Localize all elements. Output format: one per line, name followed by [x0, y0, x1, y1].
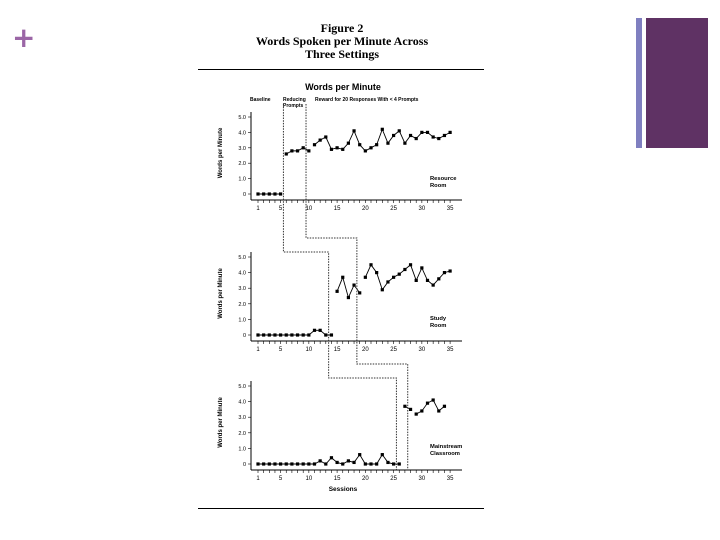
data-point: [392, 276, 395, 279]
y-axis-label: Words per Minute: [218, 397, 224, 448]
x-tick-label: 30: [418, 476, 426, 482]
data-point: [256, 462, 259, 465]
data-point: [437, 277, 440, 280]
data-point: [262, 462, 265, 465]
data-point: [426, 279, 429, 282]
data-point: [273, 333, 276, 336]
data-point: [369, 146, 372, 149]
data-point: [341, 276, 344, 279]
data-point: [347, 459, 350, 462]
data-point: [330, 456, 333, 459]
data-point: [381, 288, 384, 291]
data-point: [364, 276, 367, 279]
phase-label-reducing-prompts: Reducing Prompts: [283, 97, 306, 109]
data-point: [415, 279, 418, 282]
data-point: [302, 146, 305, 149]
series-line: [315, 129, 451, 151]
data-point: [352, 283, 355, 286]
data-point: [313, 143, 316, 146]
phase-change-line: [283, 104, 396, 470]
data-point: [369, 263, 372, 266]
data-point: [409, 263, 412, 266]
data-point: [398, 129, 401, 132]
data-point: [319, 139, 322, 142]
data-point: [386, 280, 389, 283]
x-tick-label: 5: [278, 476, 283, 482]
x-tick-label: 10: [305, 206, 313, 212]
y-tick-label: 3.0: [238, 286, 246, 293]
data-point: [279, 462, 282, 465]
data-point: [319, 329, 322, 332]
y-tick-label: 4.0: [238, 399, 246, 406]
data-point: [432, 135, 435, 138]
y-tick-label: 1.0: [238, 446, 246, 453]
data-point: [279, 333, 282, 336]
data-point: [341, 462, 344, 465]
data-point: [347, 296, 350, 299]
data-point: [381, 453, 384, 456]
x-tick-label: 35: [446, 476, 454, 482]
data-point: [358, 453, 361, 456]
data-point: [358, 143, 361, 146]
data-point: [324, 462, 327, 465]
x-tick-label: 1: [256, 206, 260, 212]
data-point: [403, 142, 406, 145]
panel-label: Classroom: [430, 451, 460, 457]
y-tick-label: 0: [242, 192, 246, 198]
data-point: [437, 137, 440, 140]
data-point: [262, 333, 265, 336]
data-point: [375, 271, 378, 274]
data-point: [313, 462, 316, 465]
data-point: [296, 462, 299, 465]
y-axis-label: Words per Minute: [218, 268, 224, 319]
y-tick-label: 2.0: [238, 301, 246, 308]
data-point: [398, 462, 401, 465]
data-point: [324, 333, 327, 336]
data-point: [352, 129, 355, 132]
x-tick-label: 20: [362, 206, 369, 212]
data-point: [336, 146, 339, 149]
data-point: [313, 329, 316, 332]
data-point: [302, 462, 305, 465]
data-point: [386, 461, 389, 464]
data-point: [432, 398, 435, 401]
y-tick-label: 2.0: [238, 430, 246, 437]
x-tick-label: 5: [278, 206, 283, 212]
phase-change-line: [306, 104, 408, 470]
x-tick-label: 25: [390, 206, 397, 212]
panel-label: Mainstream: [430, 444, 463, 450]
data-point: [443, 271, 446, 274]
data-point: [307, 149, 310, 152]
data-point: [449, 131, 452, 134]
x-tick-label: 10: [305, 347, 313, 353]
data-point: [256, 333, 259, 336]
x-tick-label: 15: [333, 206, 341, 212]
data-point: [409, 408, 412, 411]
x-tick-label: 1: [256, 476, 260, 482]
y-tick-label: 1.0: [238, 176, 246, 183]
data-point: [386, 142, 389, 145]
y-tick-label: 5.0: [238, 115, 246, 121]
y-tick-label: 5.0: [238, 255, 246, 261]
series-line: [337, 277, 360, 297]
y-tick-label: 5.0: [238, 384, 246, 390]
data-point: [279, 192, 282, 195]
data-point: [319, 459, 322, 462]
data-point: [369, 462, 372, 465]
x-tick-label: 20: [362, 476, 369, 482]
panel-label: Room: [430, 183, 447, 189]
data-point: [375, 462, 378, 465]
x-tick-label: 20: [362, 347, 369, 353]
data-point: [375, 143, 378, 146]
data-point: [273, 192, 276, 195]
x-tick-label: 10: [305, 476, 313, 482]
x-tick-label: 30: [418, 206, 426, 212]
plus-icon: +: [12, 21, 36, 54]
data-point: [364, 149, 367, 152]
y-tick-label: 3.0: [238, 415, 246, 422]
x-tick-label: 5: [278, 347, 283, 353]
data-point: [273, 462, 276, 465]
data-point: [415, 412, 418, 415]
chart-title: Words per Minute: [305, 82, 381, 92]
figure-title-line: Figure 2: [320, 21, 364, 35]
data-point: [415, 137, 418, 140]
data-point: [358, 291, 361, 294]
data-point: [268, 192, 271, 195]
data-point: [352, 461, 355, 464]
data-point: [290, 149, 293, 152]
data-point: [364, 462, 367, 465]
data-point: [420, 131, 423, 134]
panel-label: Resource: [430, 176, 457, 182]
data-point: [324, 135, 327, 138]
x-tick-label: 25: [390, 476, 397, 482]
data-point: [403, 268, 406, 271]
data-point: [307, 333, 310, 336]
phase-label-reward: Reward for 20 Responses With < 4 Prompts: [315, 97, 419, 103]
data-point: [403, 405, 406, 408]
data-point: [432, 283, 435, 286]
x-tick-label: 35: [446, 347, 454, 353]
x-tick-label: 35: [446, 206, 454, 212]
x-tick-label: 15: [333, 347, 341, 353]
data-point: [285, 333, 288, 336]
data-point: [392, 462, 395, 465]
data-point: [296, 333, 299, 336]
data-point: [409, 134, 412, 137]
figure-title-line: Words Spoken per Minute Across: [255, 34, 429, 48]
x-tick-label: 30: [418, 347, 426, 353]
x-axis-label: Sessions: [328, 486, 358, 493]
data-point: [290, 462, 293, 465]
y-tick-label: 4.0: [238, 270, 246, 277]
y-tick-label: 1.0: [238, 317, 246, 324]
phase-label-baseline: Baseline: [250, 97, 271, 103]
data-point: [336, 290, 339, 293]
x-tick-label: 15: [333, 476, 341, 482]
y-axis-label: Words per Minute: [218, 127, 224, 179]
data-point: [443, 405, 446, 408]
data-point: [449, 269, 452, 272]
y-tick-label: 0: [242, 462, 246, 468]
data-point: [420, 266, 423, 269]
data-point: [302, 333, 305, 336]
data-point: [268, 462, 271, 465]
y-tick-label: 4.0: [238, 130, 246, 137]
data-point: [256, 192, 259, 195]
data-point: [330, 333, 333, 336]
y-tick-label: 2.0: [238, 161, 246, 168]
data-point: [398, 273, 401, 276]
data-point: [426, 402, 429, 405]
data-point: [341, 148, 344, 151]
data-point: [268, 333, 271, 336]
data-point: [437, 409, 440, 412]
data-point: [285, 462, 288, 465]
x-tick-label: 1: [256, 347, 260, 353]
data-point: [285, 152, 288, 155]
data-point: [426, 131, 429, 134]
panel-label: Study: [430, 316, 447, 322]
plot-area: [218, 104, 462, 482]
panel-label: Room: [430, 323, 447, 329]
data-point: [296, 149, 299, 152]
data-point: [336, 461, 339, 464]
data-point: [420, 409, 423, 412]
y-tick-label: 3.0: [238, 145, 246, 152]
data-point: [443, 134, 446, 137]
data-point: [381, 128, 384, 131]
figure-title-line: Three Settings: [304, 47, 380, 61]
y-tick-label: 0: [242, 333, 246, 339]
data-point: [392, 134, 395, 137]
data-point: [262, 192, 265, 195]
data-point: [290, 333, 293, 336]
x-tick-label: 25: [390, 347, 397, 353]
data-point: [330, 148, 333, 151]
data-point: [307, 462, 310, 465]
data-point: [347, 142, 350, 145]
